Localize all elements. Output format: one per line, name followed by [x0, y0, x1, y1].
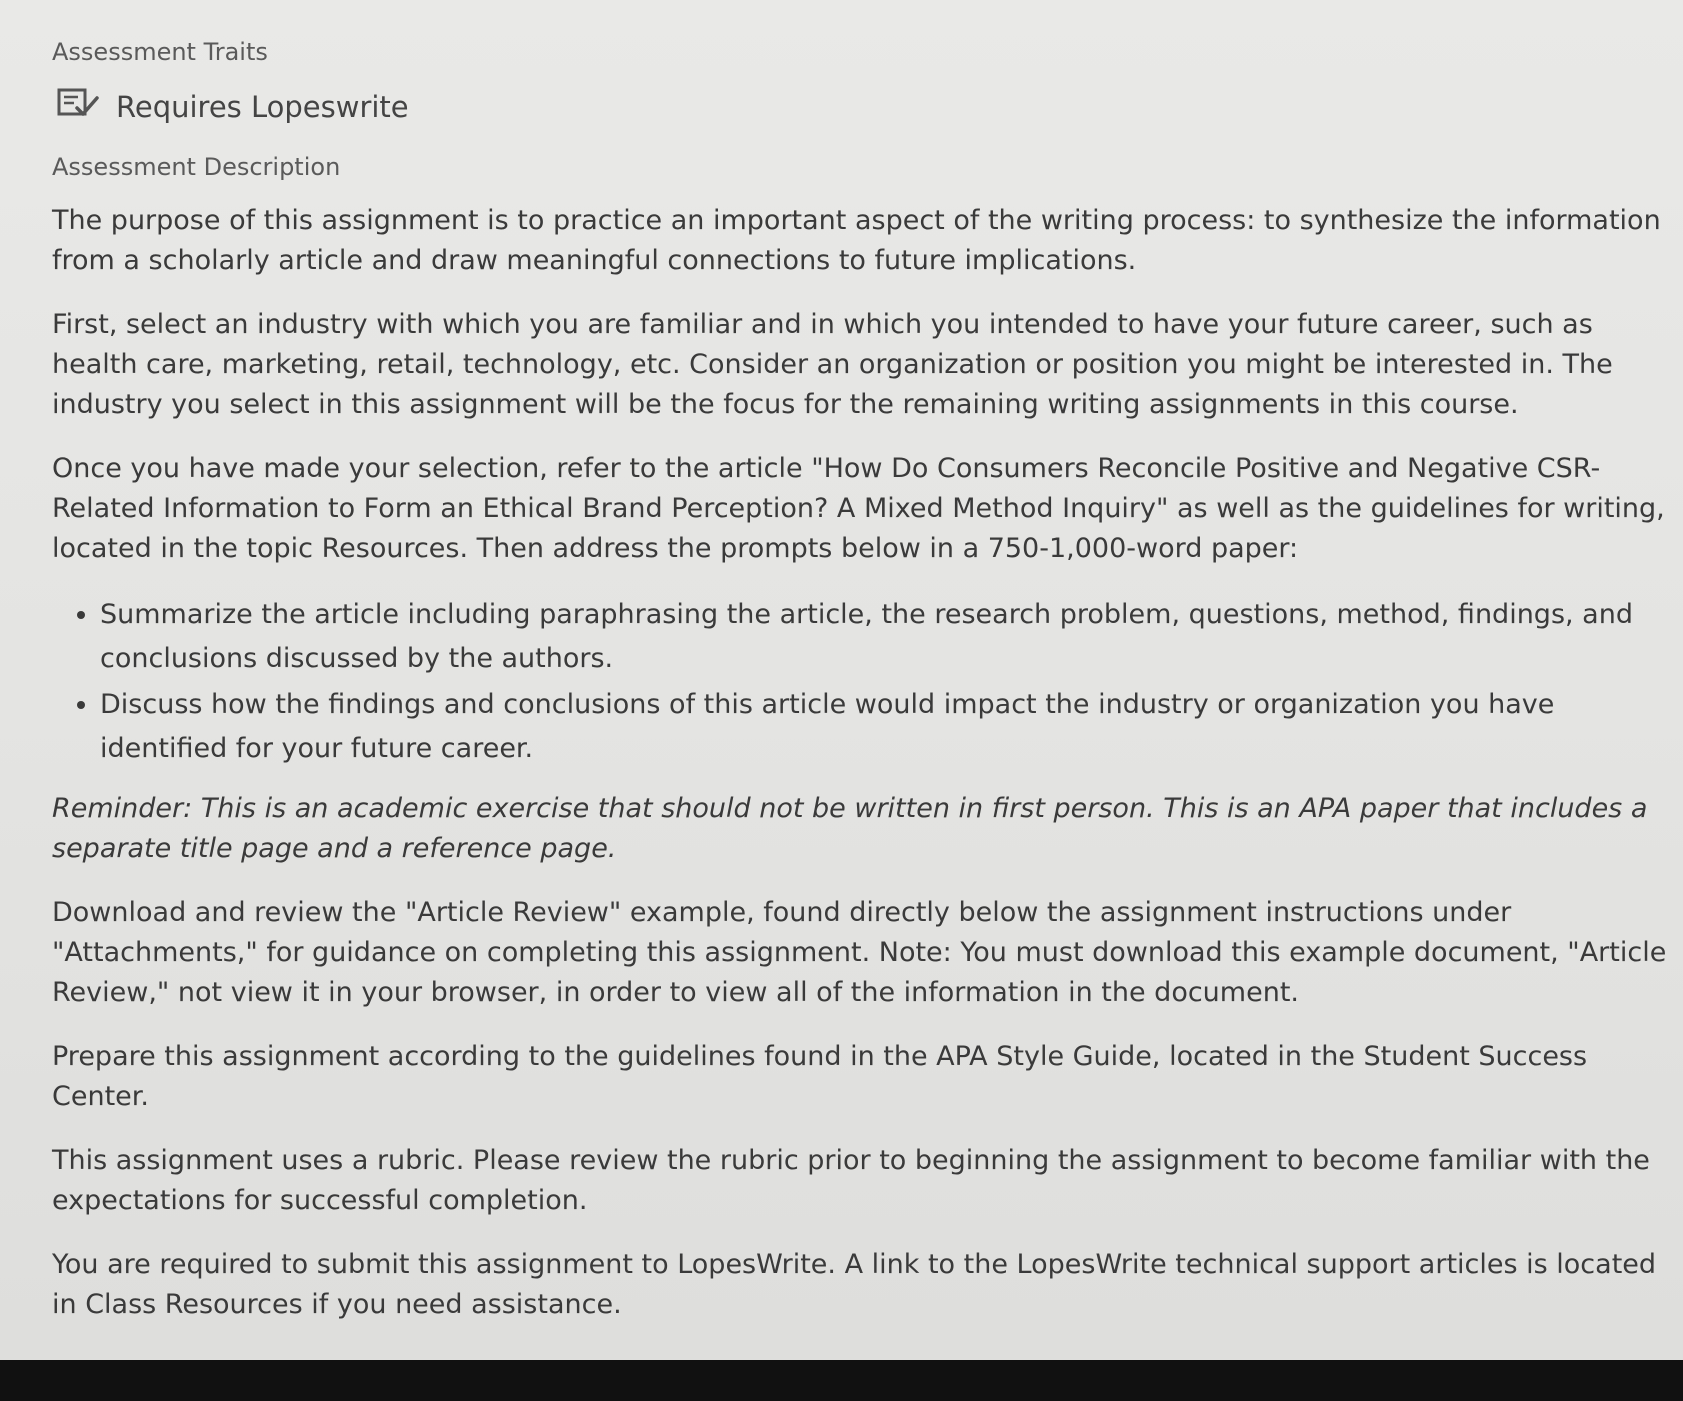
- assignment-content: [52, 38, 1672, 1392]
- requires-lopeswrite-trait: [56, 86, 1672, 127]
- document-check-icon: [56, 86, 100, 127]
- reminder-note: Reminder: This is an academic exercise that should not be written in first person. This is an APA paper that includes a separate title page and a reference page.: [52, 793, 1648, 864]
- prompt-list: [52, 593, 1672, 771]
- assessment-description-heading: Assessment Description: [52, 153, 341, 181]
- lopeswrite-paragraph: You are required to submit this assignment to LopesWrite. A link to the LopesWrite technical support articles is located in Class Resources if you need assistance.: [52, 1249, 1657, 1320]
- purpose-paragraph: The purpose of this assignment is to practice an important aspect of the writing process: to synthesize the information from a scholarly article and draw meaningful connections to future implications.: [52, 205, 1661, 276]
- industry-paragraph: First, select an industry with which you are familiar and in which you intended to have your future career, such as health care, marketing, retail, technology, etc. Consider an organization or position you might be interested in. The industry you select in this assignment will be the focus for the remaining writing assignments in this course.: [52, 309, 1613, 420]
- download-paragraph: Download and review the "Article Review" example, found directly below the assignment instructions under "Attachments," for guidance on completing this assignment. Note: You must download this example document, "Article Review," not view it in your browser, in order to view all of the information in the document.: [52, 897, 1667, 1008]
- article-paragraph: Once you have made your selection, refer to the article "How Do Consumers Reconcile Positive and Negative CSR-Related Information to Form an Ethical Brand Perception? A Mixed Method Inquiry" as well as the guidelines for writing, located in the topic Resources. Then address the prompts below in a 750-1,000-word paper:: [52, 453, 1665, 564]
- screen-bezel: [0, 1360, 1683, 1401]
- assessment-traits-heading: Assessment Traits: [52, 38, 268, 66]
- apa-paragraph: Prepare this assignment according to the guidelines found in the APA Style Guide, located in the Student Success Center.: [52, 1041, 1588, 1112]
- list-item: • Summarize the article including paraphrasing the article, the research problem, questions, method, findings, and conclusions discussed by the authors.: [100, 593, 1672, 681]
- trait-label: Requires Lopeswrite: [116, 89, 409, 124]
- rubric-paragraph: This assignment uses a rubric. Please review the rubric prior to beginning the assignment to become familiar with the expectations for successful completion.: [52, 1145, 1650, 1216]
- list-item: • Discuss how the findings and conclusions of this article would impact the industry or organization you have identified for your future career.: [100, 683, 1672, 771]
